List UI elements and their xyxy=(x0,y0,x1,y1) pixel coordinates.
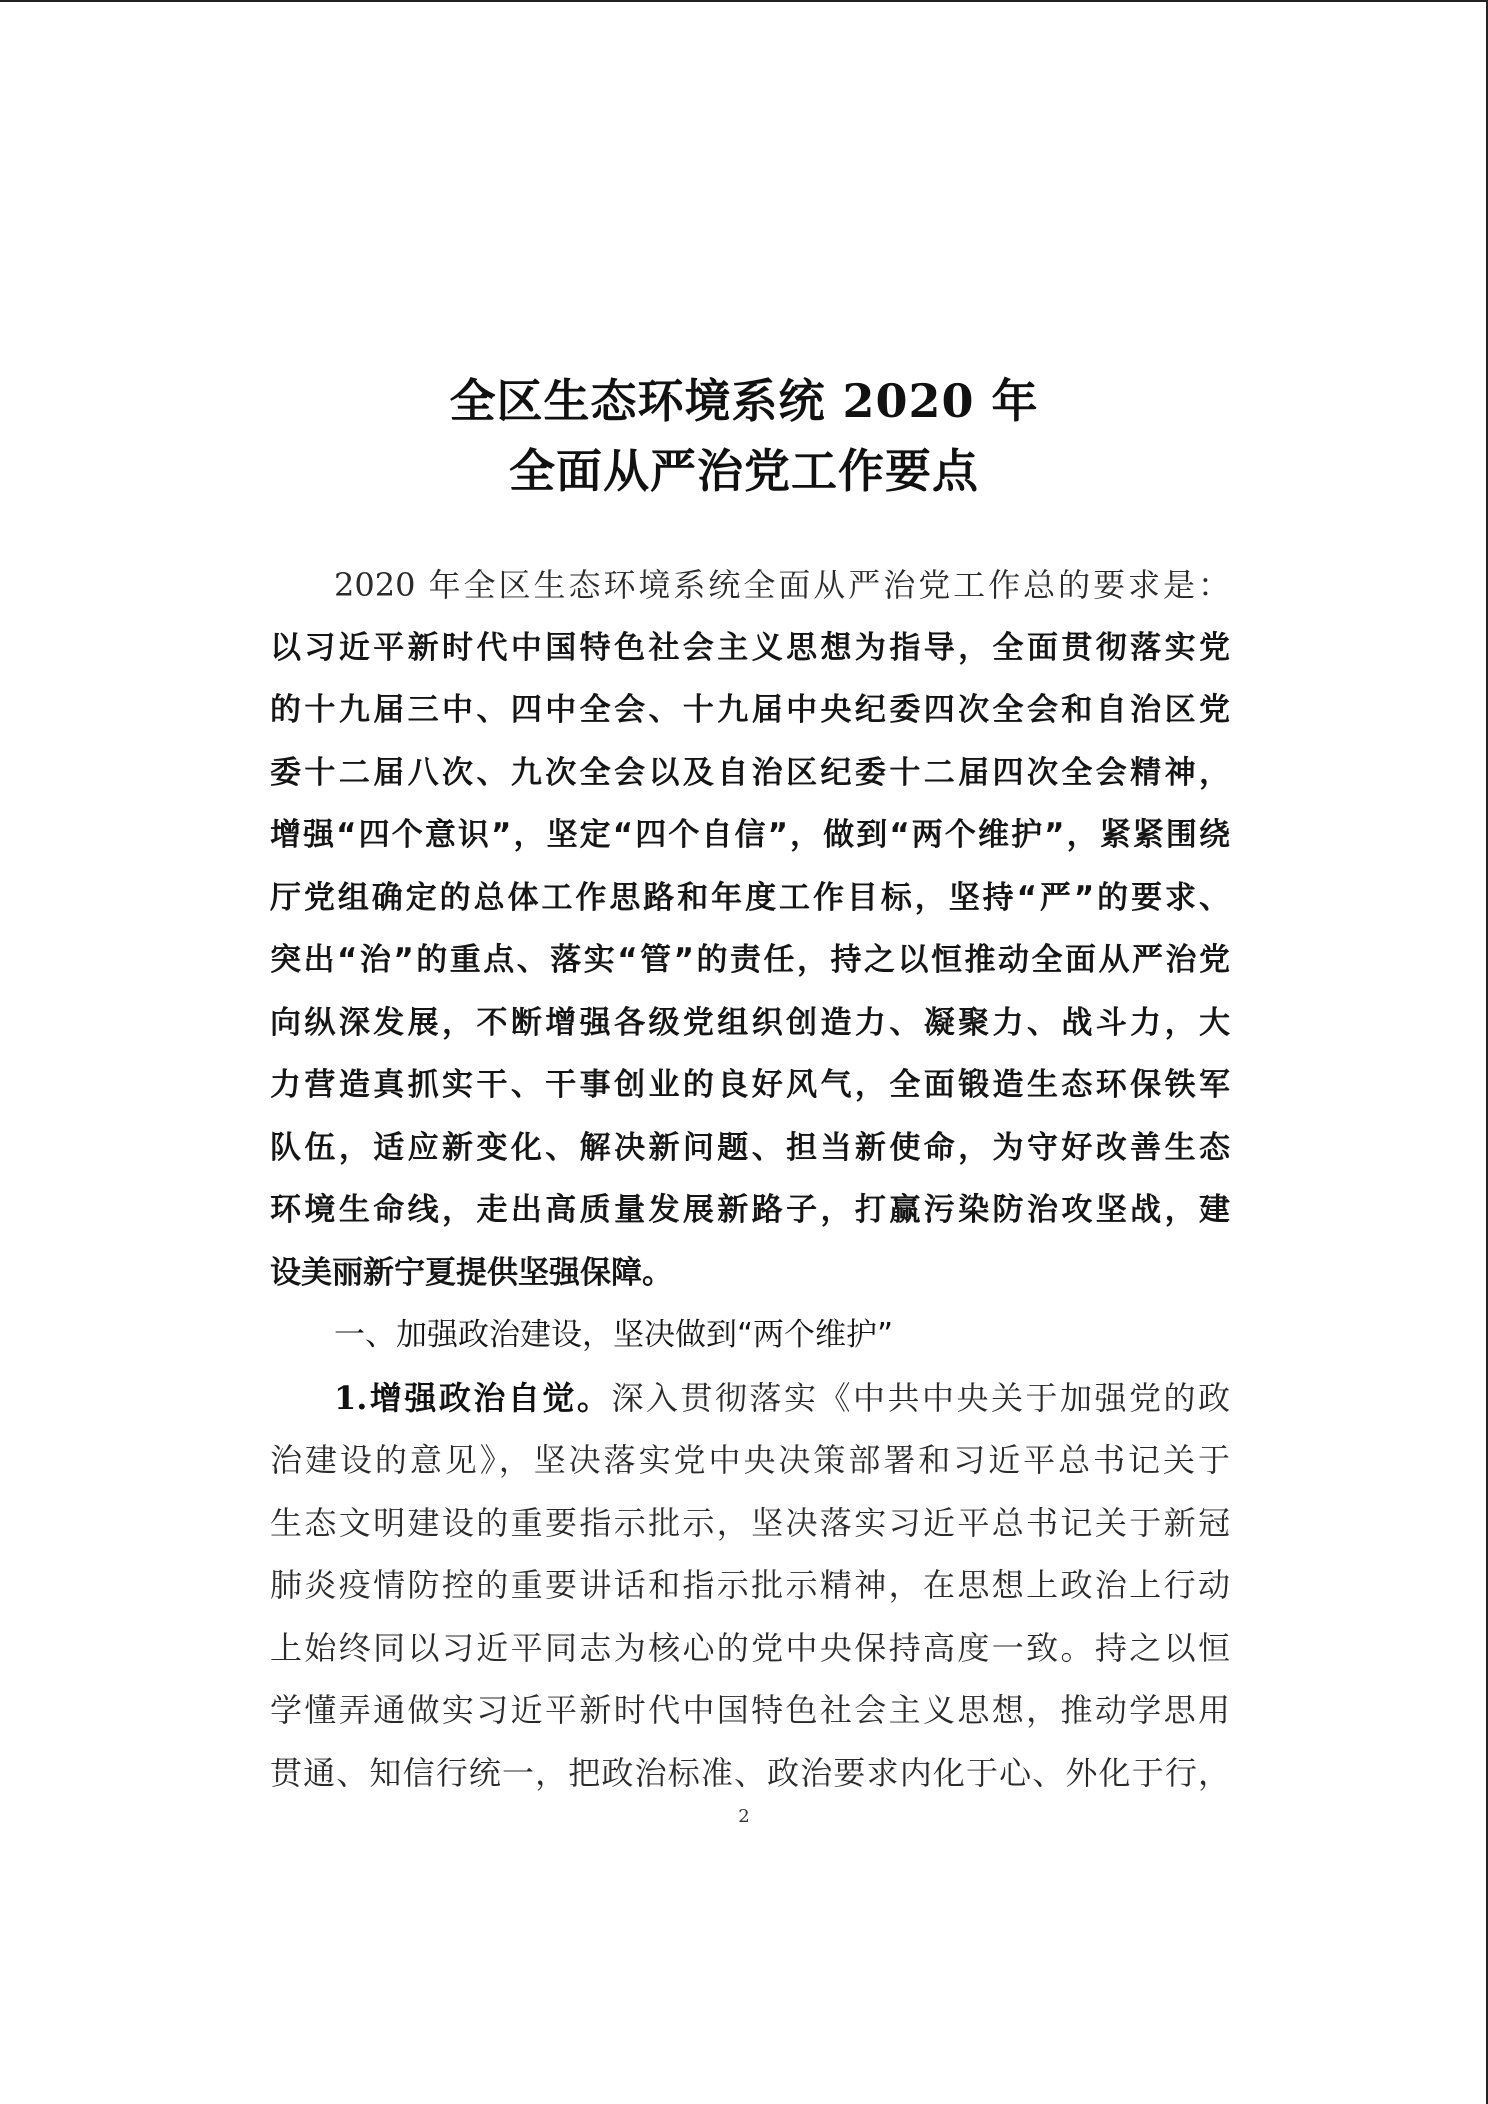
intro-first-line: 2020 年全区生态环境系统全面从严治党工作总的要求是： xyxy=(334,566,1230,604)
page-top-border xyxy=(0,0,1488,2)
title-line-1: 全区生态环境系统 2020 年 xyxy=(449,374,1039,428)
intro-line: 的十九届三中、四中全会、十九届中央纪委四次全会和自治区党 xyxy=(270,692,1230,728)
intro-line: 增强“四个意识”，坚定“四个自信”，做到“两个维护”，紧紧围绕 xyxy=(270,817,1230,853)
intro-line: 向纵深发展，不断增强各级党组织创造力、凝聚力、战斗力，大 xyxy=(270,1004,1230,1041)
intro-line: 设美丽新宁夏提供坚强保障。 xyxy=(270,1254,673,1291)
intro-line: 厅党组确定的总体工作思路和年度工作目标，坚持“严”的要求、 xyxy=(270,879,1230,916)
item-line: 学懂弄通做实习近平新时代中国特色社会主义思想，推动学思用 xyxy=(270,1691,1230,1729)
document-body xyxy=(270,554,1230,1804)
item-first-line-text: 深入贯彻落实《中共中央关于加强党的政 xyxy=(611,1378,1230,1417)
page-number: 2 xyxy=(738,1806,750,1827)
item-line: 肺炎疫情防控的重要讲话和指示批示精神，在思想上政治上行动 xyxy=(270,1566,1230,1604)
item-first-line xyxy=(270,1367,1230,1430)
intro-line: 力营造真抓实干、干事创业的良好风气，全面锻造生态环保铁军 xyxy=(270,1067,1230,1103)
intro-line: 以习近平新时代中国特色社会主义思想为指导，全面贯彻落实党 xyxy=(270,629,1230,666)
intro-line: 突出“治”的重点、落实“管”的责任，持之以恒推动全面从严治党 xyxy=(270,942,1230,978)
title-line-2: 全面从严治党工作要点 xyxy=(509,444,979,498)
document-title xyxy=(0,366,1488,506)
item-line: 上始终同以习近平同志为核心的党中央保持高度一致。持之以恒 xyxy=(270,1628,1230,1667)
intro-line: 队伍，适应新变化、解决新问题、担当新使命，为守好改善生态 xyxy=(270,1129,1230,1166)
section-heading: 一、加强政治建设，坚决做到“两个维护” xyxy=(334,1317,894,1353)
intro-line: 委十二届八次、九次全会以及自治区纪委十二届四次全会精神， xyxy=(270,754,1230,791)
item-line: 治建设的意见》，坚决落实党中央决策部署和习近平总书记关于 xyxy=(270,1441,1230,1479)
item-line: 生态文明建设的重要指示批示，坚决落实习近平总书记关于新冠 xyxy=(270,1503,1230,1542)
intro-line: 环境生命线，走出高质量发展新路子，打赢污染防治攻坚战，建 xyxy=(270,1192,1230,1228)
item-lead: 1.增强政治自觉。 xyxy=(334,1378,612,1417)
item-line: 贯通、知信行统一，把政治标准、政治要求内化于心、外化于行， xyxy=(270,1753,1230,1792)
